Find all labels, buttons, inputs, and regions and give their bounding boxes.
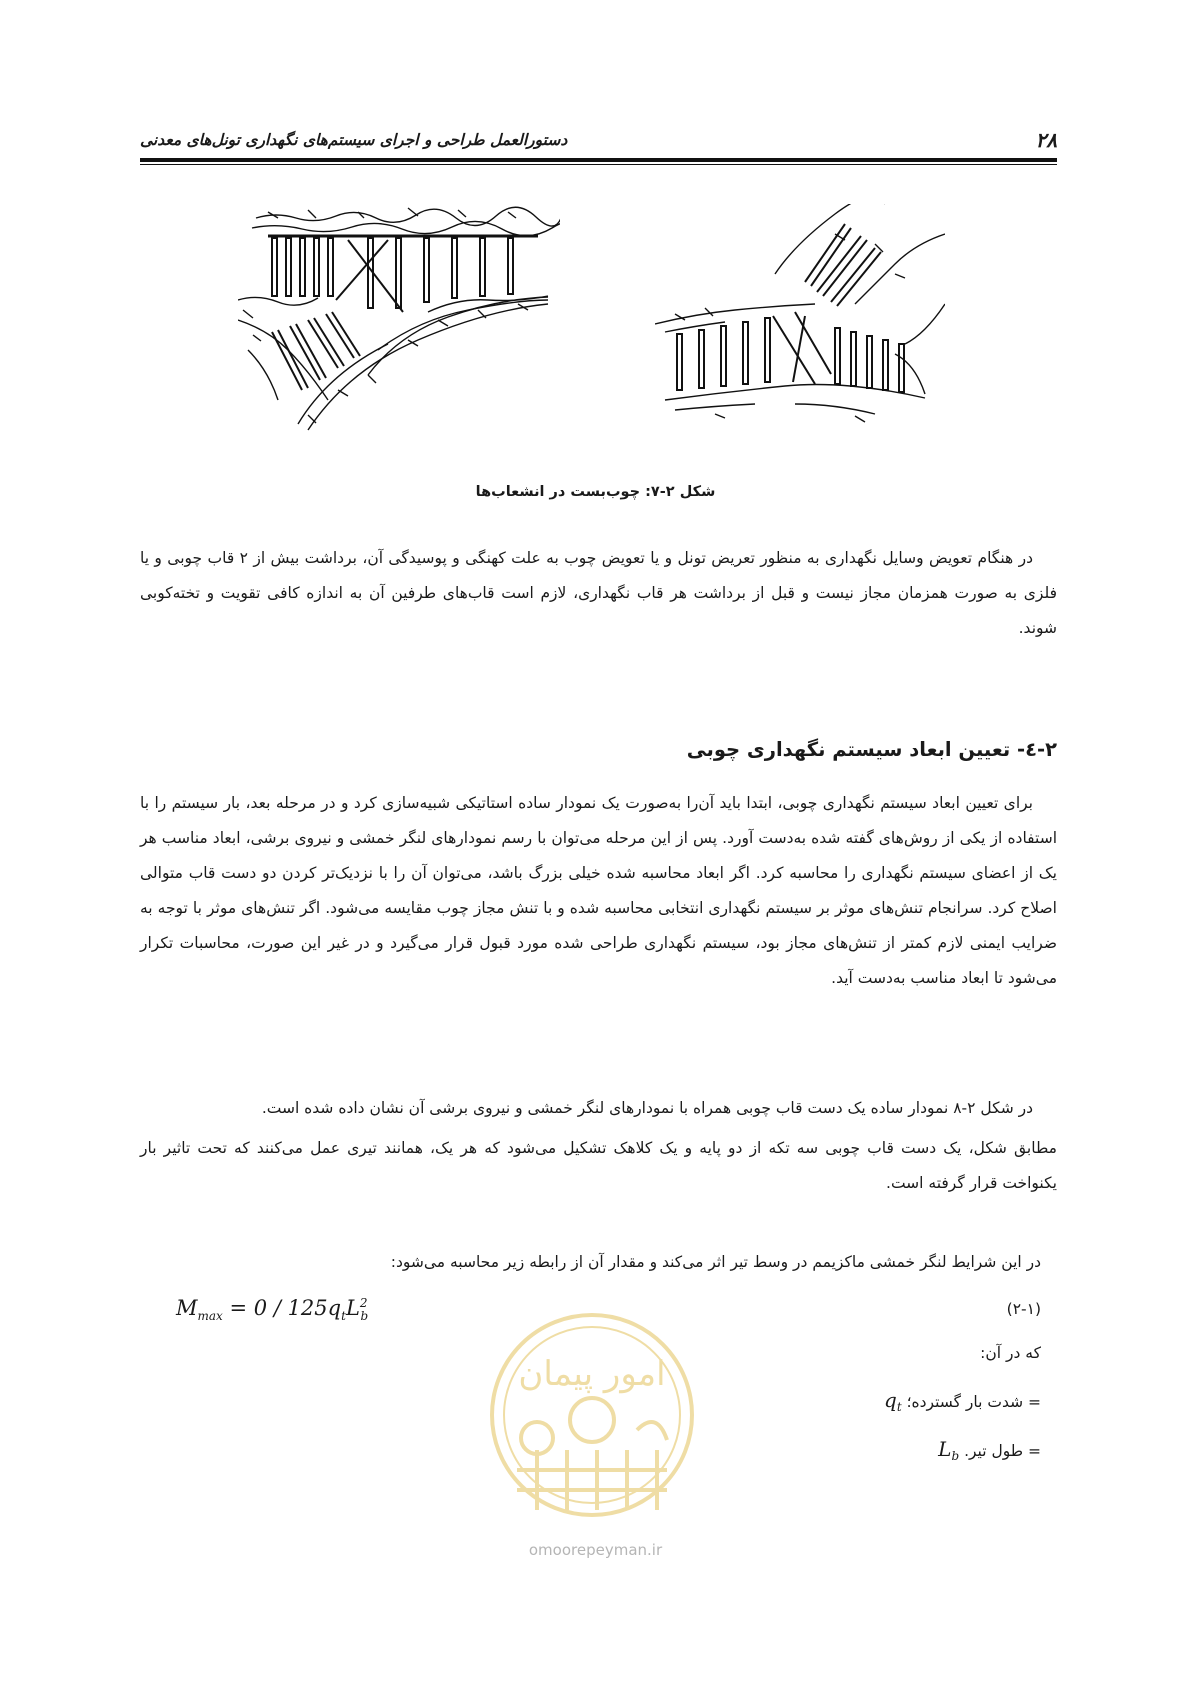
running-header [140,126,1057,156]
timber-support-illustration-left [238,200,560,440]
figure-caption: شکل ۲-۷: چوب‌بست در انشعاب‌ها [475,484,716,500]
paragraph-max-moment: در این شرایط لنگر خمشی ماکزیمم در وسط تیر اثر می‌کند و مقدار آن از رابطه زیر محاسبه می‌شود: [390,1253,1041,1271]
header-rule-thin [140,164,1057,165]
paragraph-dimensioning-method: برای تعیین ابعاد سیستم نگهداری چوبی، ابتدا باید آن‌را به‌صورت یک نمودار ساده استاتیکی شبیه‌سازی کرد و در مرحله بعد، بار سیستم را با استفاده از یکی از روش‌های گفته شده به‌دست آورد. پس از این مرحله می‌توان با رسم نمودارهای لنگر خمشی و نیروی برشی، ابعاد مناسب هر یک از اعضای سیستم نگهداری را محاسبه کرد. اگر ابعاد محاسبه شده خیلی بزرگ باشد، می‌توان آن را با نزدیک‌تر کردن دو دست قاب متوالی اصلاح کرد. سرانجام تنش‌های موثر بر سیستم نگهداری انتخابی محاسبه شده و با تنش مجاز چوب مقایسه می‌شود. اگر تنش‌های موثر با توجه به ضرایب ایمنی لازم کمتر از تنش‌های مجاز بود، سیستم نگهداری طراحی شده مورد قبول قرار می‌گیرد و در غیر این صورت، محاسبات تکرار می‌شود تا ابعاد مناسب به‌دست آید. [140,794,1057,987]
paragraph-figure-reference: در شکل ۲-۸ نمودار ساده یک دست قاب چوبی همراه با نمودارهای لنگر خمشی و نیروی برشی آن نشان داده شده است. [261,1099,1033,1117]
where-label: که در آن: [980,1344,1041,1362]
section-heading: ۲-٤- تعیین ابعاد سیستم نگهداری چوبی [686,738,1057,761]
watermark-url: omoorepeyman.ir [528,1541,663,1559]
svg-text:امور پیمان: امور پیمان [518,1354,666,1394]
paragraph-replacement-rules: در هنگام تعویض وسایل نگهداری به منظور تعریض تونل و یا تعویض چوب به علت کهنگی و پوسیدگی آن، برداشت بیش از ۲ قاب چوبی و یا فلزی به صورت همزمان مجاز نیست و قبل از برداشت هر قاب نگهداری، لازم است قاب‌های طرفین آن به اندازه کافی تقویت و تخته‌کوبی شوند. [140,549,1057,637]
equation-max-moment: $M_{max} = 0 / 125q_tL^2_b$ [176,1296,369,1324]
timber-support-illustration-right [655,204,945,444]
definition-qt: = شدت بار گسترده؛ $q_t$ [884,1388,1041,1415]
paragraph-frame-description: مطابق شکل، یک دست قاب چوبی سه تکه از دو پایه و یک کلاهک تشکیل می‌شود که هر یک، همانند تیری عمل می‌کنند که تحت تاثیر بار یکنواخت قرار گرفته است. [140,1139,1057,1192]
definition-lb: = طول تیر. $L_b$ [938,1437,1041,1464]
watermark-logo [487,1310,697,1530]
equation-number: (۲-۱) [1006,1300,1041,1318]
running-title: دستورالعمل طراحی و اجرای سیستم‌های نگهداری تونل‌های معدنی [140,130,568,149]
page-number: ۲۸ [1035,128,1057,152]
header-rule [140,158,1057,162]
